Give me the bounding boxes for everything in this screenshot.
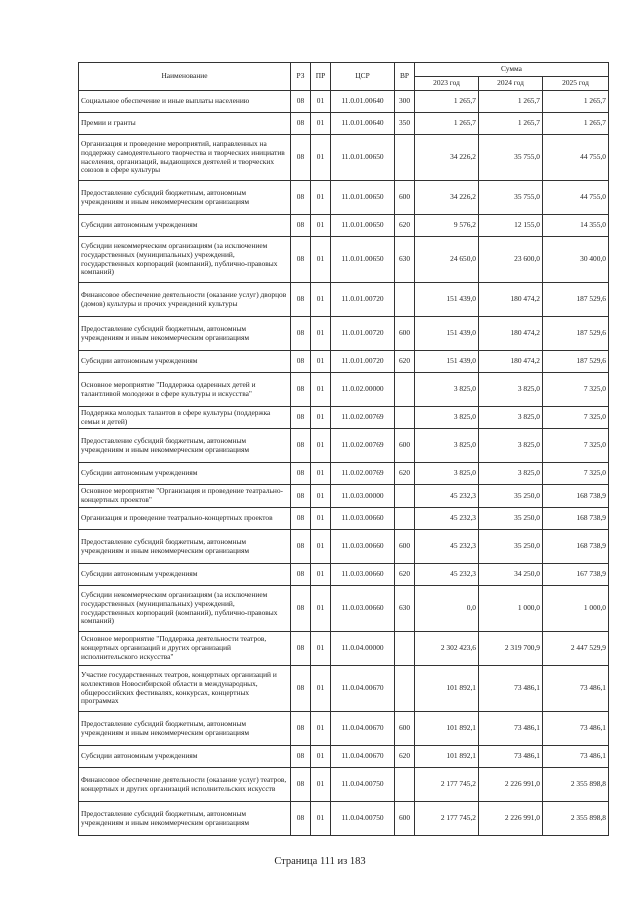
row-csr: 11.0.04.00750 (331, 768, 395, 802)
row-csr: 11.0.03.00000 (331, 485, 395, 508)
table-row (79, 283, 609, 317)
row-name: Субсидии автономным учреждениям (79, 463, 291, 485)
row-sum-2025: 7 325,0 (543, 407, 609, 429)
table-row (79, 802, 609, 836)
row-name: Основное мероприятие "Поддержка деятельности театров, концертных организаций и других организаций исполнительского искусства" (79, 632, 291, 666)
row-csr: 11.0.01.00720 (331, 283, 395, 317)
row-name: Субсидии автономным учреждениям (79, 351, 291, 373)
row-sum-2024: 35 250,0 (479, 508, 543, 530)
row-sum-2024: 180 474,2 (479, 317, 543, 351)
row-rz: 08 (291, 407, 311, 429)
header-year-2024: 2024 год (479, 77, 543, 91)
row-sum-2025: 2 355 898,8 (543, 802, 609, 836)
row-vr: 620 (395, 463, 415, 485)
row-sum-2023: 1 265,7 (415, 91, 479, 113)
row-pr: 01 (311, 508, 331, 530)
row-sum-2024: 1 265,7 (479, 113, 543, 135)
row-sum-2023: 45 232,3 (415, 564, 479, 586)
row-vr (395, 407, 415, 429)
row-csr: 11.0.03.00660 (331, 530, 395, 564)
row-pr: 01 (311, 632, 331, 666)
row-sum-2025: 168 738,9 (543, 530, 609, 564)
row-sum-2024: 73 486,1 (479, 746, 543, 768)
table-row (79, 181, 609, 215)
table-row (79, 91, 609, 113)
row-name: Участие государственных театров, концертных организаций и коллективов Новосибирской области в международных, общероссийских фестивалях, конкурсах, концертных программах (79, 666, 291, 712)
table-row (79, 508, 609, 530)
row-name: Финансовое обеспечение деятельности (оказание услуг) дворцов (домов) культуры и прочих учреждений культуры (79, 283, 291, 317)
row-vr (395, 666, 415, 712)
row-vr: 630 (395, 586, 415, 632)
row-vr: 620 (395, 746, 415, 768)
row-sum-2024: 73 486,1 (479, 666, 543, 712)
row-sum-2024: 73 486,1 (479, 712, 543, 746)
row-pr: 01 (311, 746, 331, 768)
header-sums: Сумма (415, 63, 609, 77)
row-csr: 11.0.03.00660 (331, 564, 395, 586)
row-vr: 630 (395, 237, 415, 283)
row-csr: 11.0.02.00000 (331, 373, 395, 407)
table-row (79, 429, 609, 463)
row-csr: 11.0.02.00769 (331, 463, 395, 485)
row-rz: 08 (291, 283, 311, 317)
row-sum-2024: 2 226 991,0 (479, 768, 543, 802)
row-sum-2023: 2 177 745,2 (415, 768, 479, 802)
row-pr: 01 (311, 351, 331, 373)
row-pr: 01 (311, 407, 331, 429)
row-pr: 01 (311, 135, 331, 181)
row-rz: 08 (291, 586, 311, 632)
table-row (79, 317, 609, 351)
row-pr: 01 (311, 237, 331, 283)
row-sum-2023: 3 825,0 (415, 373, 479, 407)
row-pr: 01 (311, 215, 331, 237)
row-rz: 08 (291, 373, 311, 407)
row-pr: 01 (311, 802, 331, 836)
row-vr: 600 (395, 181, 415, 215)
row-rz: 08 (291, 802, 311, 836)
row-csr: 11.0.01.00650 (331, 135, 395, 181)
header-pr: ПР (311, 63, 331, 91)
row-csr: 11.0.04.00750 (331, 802, 395, 836)
page-number: Страница 111 из 183 (274, 856, 366, 867)
row-pr: 01 (311, 113, 331, 135)
row-sum-2025: 7 325,0 (543, 373, 609, 407)
row-rz: 08 (291, 508, 311, 530)
row-name: Организация и проведение театрально-концертных проектов (79, 508, 291, 530)
row-name: Субсидии некоммерческим организациям (за исключением государственных (муниципальных) учреждений, государственных корпораций (компаний), публично-правовых компаний) (79, 586, 291, 632)
table-row (79, 485, 609, 508)
row-csr: 11.0.01.00640 (331, 91, 395, 113)
row-sum-2023: 3 825,0 (415, 463, 479, 485)
row-vr: 620 (395, 351, 415, 373)
row-name: Поддержка молодых талантов в сфере культуры (поддержка семьи и детей) (79, 407, 291, 429)
row-sum-2024: 3 825,0 (479, 463, 543, 485)
row-name: Предоставление субсидий бюджетным, автономным учреждениям и иным некоммерческим организациям (79, 181, 291, 215)
row-pr: 01 (311, 712, 331, 746)
header-rz: РЗ (291, 63, 311, 91)
row-csr: 11.0.04.00000 (331, 632, 395, 666)
row-rz: 08 (291, 237, 311, 283)
row-rz: 08 (291, 768, 311, 802)
row-sum-2024: 1 000,0 (479, 586, 543, 632)
row-csr: 11.0.01.00650 (331, 237, 395, 283)
row-vr: 300 (395, 91, 415, 113)
row-sum-2024: 23 600,0 (479, 237, 543, 283)
budget-table (78, 62, 609, 836)
row-sum-2023: 34 226,2 (415, 181, 479, 215)
row-rz: 08 (291, 485, 311, 508)
row-sum-2023: 101 892,1 (415, 666, 479, 712)
row-sum-2025: 2 355 898,8 (543, 768, 609, 802)
row-name: Предоставление субсидий бюджетным, автономным учреждениям и иным некоммерческим организациям (79, 712, 291, 746)
table-row (79, 666, 609, 712)
row-name: Основное мероприятие "Поддержка одаренных детей и талантливой молодежи в сфере культуры и искусства" (79, 373, 291, 407)
row-sum-2024: 35 250,0 (479, 485, 543, 508)
row-rz: 08 (291, 317, 311, 351)
row-name: Основное мероприятие "Организация и проведение театрально-концертных проектов" (79, 485, 291, 508)
row-vr (395, 632, 415, 666)
row-pr: 01 (311, 586, 331, 632)
row-name: Предоставление субсидий бюджетным, автономным учреждениям и иным некоммерческим организациям (79, 530, 291, 564)
row-sum-2025: 44 755,0 (543, 181, 609, 215)
row-sum-2023: 45 232,3 (415, 485, 479, 508)
row-sum-2024: 35 250,0 (479, 530, 543, 564)
row-vr (395, 485, 415, 508)
row-sum-2025: 73 486,1 (543, 666, 609, 712)
row-sum-2025: 168 738,9 (543, 485, 609, 508)
row-name: Организация и проведение мероприятий, направленных на поддержку самодеятельного творчества и творческих инициатив населения, организаций, выдающихся деятелей и творческих союзов в сфере культуры (79, 135, 291, 181)
row-sum-2024: 35 755,0 (479, 181, 543, 215)
row-sum-2023: 45 232,3 (415, 530, 479, 564)
row-csr: 11.0.03.00660 (331, 586, 395, 632)
row-sum-2025: 44 755,0 (543, 135, 609, 181)
row-vr: 600 (395, 530, 415, 564)
row-vr: 600 (395, 802, 415, 836)
row-pr: 01 (311, 485, 331, 508)
row-rz: 08 (291, 135, 311, 181)
row-csr: 11.0.01.00640 (331, 113, 395, 135)
table-row (79, 712, 609, 746)
row-rz: 08 (291, 666, 311, 712)
table-row (79, 351, 609, 373)
row-sum-2025: 7 325,0 (543, 463, 609, 485)
row-csr: 11.0.04.00670 (331, 666, 395, 712)
row-sum-2024: 3 825,0 (479, 373, 543, 407)
row-rz: 08 (291, 429, 311, 463)
row-name: Финансовое обеспечение деятельности (оказание услуг) театров, концертных и других организаций исполнительских искусств (79, 768, 291, 802)
row-sum-2025: 7 325,0 (543, 429, 609, 463)
row-name: Субсидии автономным учреждениям (79, 564, 291, 586)
row-vr: 620 (395, 215, 415, 237)
table-row (79, 215, 609, 237)
table-row (79, 530, 609, 564)
row-rz: 08 (291, 351, 311, 373)
row-pr: 01 (311, 317, 331, 351)
row-pr: 01 (311, 463, 331, 485)
row-pr: 01 (311, 564, 331, 586)
row-sum-2025: 167 738,9 (543, 564, 609, 586)
row-sum-2025: 73 486,1 (543, 712, 609, 746)
row-rz: 08 (291, 712, 311, 746)
row-sum-2023: 0,0 (415, 586, 479, 632)
row-pr: 01 (311, 91, 331, 113)
row-csr: 11.0.03.00660 (331, 508, 395, 530)
table-row (79, 746, 609, 768)
row-vr: 350 (395, 113, 415, 135)
row-csr: 11.0.04.00670 (331, 712, 395, 746)
row-pr: 01 (311, 530, 331, 564)
table-row (79, 564, 609, 586)
row-sum-2025: 2 447 529,9 (543, 632, 609, 666)
row-rz: 08 (291, 564, 311, 586)
row-vr: 620 (395, 564, 415, 586)
row-sum-2025: 168 738,9 (543, 508, 609, 530)
row-pr: 01 (311, 768, 331, 802)
row-rz: 08 (291, 91, 311, 113)
table-row (79, 113, 609, 135)
row-vr (395, 508, 415, 530)
row-sum-2023: 3 825,0 (415, 407, 479, 429)
row-sum-2024: 180 474,2 (479, 351, 543, 373)
header-year-2025: 2025 год (543, 77, 609, 91)
row-csr: 11.0.01.00720 (331, 317, 395, 351)
row-name: Премии и гранты (79, 113, 291, 135)
row-name: Предоставление субсидий бюджетным, автономным учреждениям и иным некоммерческим организациям (79, 802, 291, 836)
row-sum-2023: 9 576,2 (415, 215, 479, 237)
row-pr: 01 (311, 429, 331, 463)
header-csr: ЦСР (331, 63, 395, 91)
row-sum-2023: 2 302 423,6 (415, 632, 479, 666)
row-sum-2025: 1 000,0 (543, 586, 609, 632)
row-sum-2024: 34 250,0 (479, 564, 543, 586)
table-row (79, 632, 609, 666)
table-row (79, 768, 609, 802)
row-vr: 600 (395, 317, 415, 351)
row-sum-2023: 45 232,3 (415, 508, 479, 530)
row-sum-2023: 151 439,0 (415, 283, 479, 317)
row-sum-2023: 151 439,0 (415, 317, 479, 351)
row-csr: 11.0.01.00720 (331, 351, 395, 373)
row-pr: 01 (311, 666, 331, 712)
row-sum-2024: 180 474,2 (479, 283, 543, 317)
table-row (79, 463, 609, 485)
table-body (79, 91, 609, 836)
row-rz: 08 (291, 215, 311, 237)
row-sum-2024: 1 265,7 (479, 91, 543, 113)
row-rz: 08 (291, 530, 311, 564)
header-name: Наименование (79, 63, 291, 91)
row-pr: 01 (311, 181, 331, 215)
row-sum-2025: 14 355,0 (543, 215, 609, 237)
row-sum-2023: 34 226,2 (415, 135, 479, 181)
row-vr (395, 135, 415, 181)
header-vr: ВР (395, 63, 415, 91)
row-pr: 01 (311, 373, 331, 407)
row-vr: 600 (395, 429, 415, 463)
table-row (79, 373, 609, 407)
row-vr (395, 373, 415, 407)
header-year-2023: 2023 год (415, 77, 479, 91)
table-row (79, 135, 609, 181)
row-sum-2025: 1 265,7 (543, 91, 609, 113)
row-name: Социальное обеспечение и иные выплаты населению (79, 91, 291, 113)
row-sum-2024: 3 825,0 (479, 407, 543, 429)
row-rz: 08 (291, 632, 311, 666)
row-sum-2024: 3 825,0 (479, 429, 543, 463)
row-vr (395, 283, 415, 317)
table-row (79, 586, 609, 632)
row-sum-2025: 1 265,7 (543, 113, 609, 135)
row-rz: 08 (291, 463, 311, 485)
row-sum-2024: 2 319 700,9 (479, 632, 543, 666)
row-name: Субсидии автономным учреждениям (79, 215, 291, 237)
row-sum-2023: 151 439,0 (415, 351, 479, 373)
row-sum-2023: 2 177 745,2 (415, 802, 479, 836)
row-sum-2024: 12 155,0 (479, 215, 543, 237)
row-sum-2024: 35 755,0 (479, 135, 543, 181)
row-pr: 01 (311, 283, 331, 317)
row-sum-2025: 73 486,1 (543, 746, 609, 768)
row-sum-2025: 30 400,0 (543, 237, 609, 283)
row-csr: 11.0.02.00769 (331, 407, 395, 429)
row-name: Предоставление субсидий бюджетным, автономным учреждениям и иным некоммерческим организациям (79, 317, 291, 351)
row-sum-2025: 187 529,6 (543, 283, 609, 317)
row-sum-2025: 187 529,6 (543, 351, 609, 373)
table-row (79, 237, 609, 283)
row-name: Субсидии автономным учреждениям (79, 746, 291, 768)
row-vr (395, 768, 415, 802)
row-sum-2023: 3 825,0 (415, 429, 479, 463)
row-csr: 11.0.01.00650 (331, 215, 395, 237)
row-sum-2023: 24 650,0 (415, 237, 479, 283)
row-csr: 11.0.04.00670 (331, 746, 395, 768)
row-sum-2025: 187 529,6 (543, 317, 609, 351)
row-sum-2023: 1 265,7 (415, 113, 479, 135)
row-sum-2023: 101 892,1 (415, 712, 479, 746)
row-rz: 08 (291, 181, 311, 215)
row-rz: 08 (291, 113, 311, 135)
table-row (79, 407, 609, 429)
row-vr: 600 (395, 712, 415, 746)
row-name: Предоставление субсидий бюджетным, автономным учреждениям и иным некоммерческим организациям (79, 429, 291, 463)
row-csr: 11.0.02.00769 (331, 429, 395, 463)
row-name: Субсидии некоммерческим организациям (за исключением государственных (муниципальных) учреждений, государственных корпораций (компаний), публично-правовых компаний) (79, 237, 291, 283)
row-rz: 08 (291, 746, 311, 768)
row-sum-2023: 101 892,1 (415, 746, 479, 768)
row-csr: 11.0.01.00650 (331, 181, 395, 215)
row-sum-2024: 2 226 991,0 (479, 802, 543, 836)
